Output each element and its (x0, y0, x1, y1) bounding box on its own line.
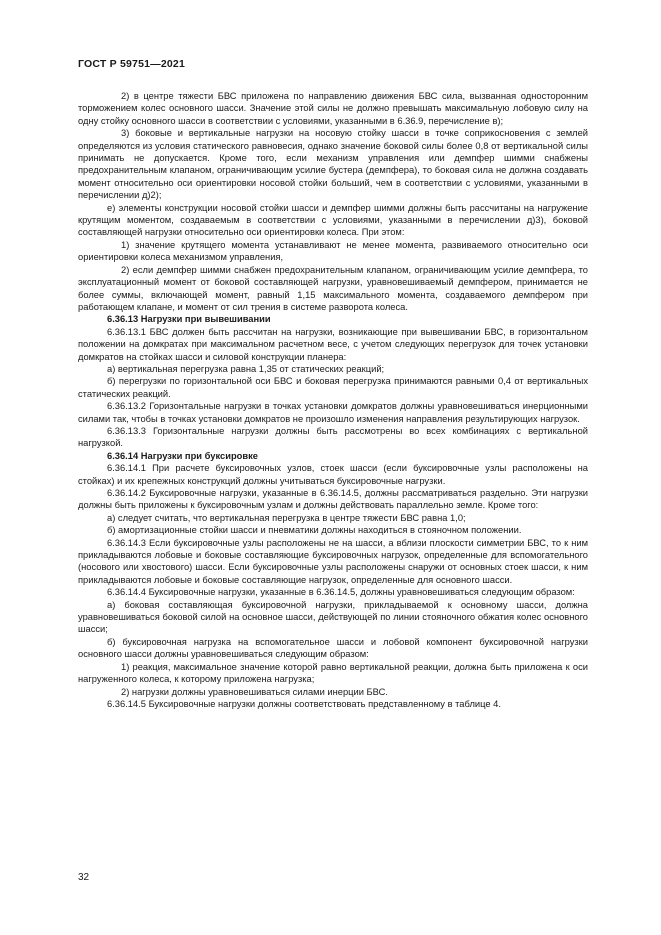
paragraph: 1) значение крутящего момента устанавливают не менее момента, развиваемого относительно оси ориентировки колеса механизмом управления, (78, 239, 588, 263)
paragraph: е) элементы конструкции носовой стойки шасси и демпфер шимми должны быть рассчитаны на нагружение крутящим моментом, создаваемым в соответствии с условиями, указанными в перечислении д)3), боковой составляющей нагрузки относительно оси ориентировки колеса. При этом: (78, 202, 588, 238)
paragraph: 6.36.14.1 При расчете буксировочных узлов, стоек шасси (если буксировочные узлы расположены на стойках) и их крепежных конструкций должны учитываться буксировочные нагрузки. (78, 463, 588, 486)
section-heading: 6.36.13 Нагрузки при вывешивании (107, 314, 271, 325)
paragraph: 6.36.14.2 Буксировочные нагрузки, указанные в 6.36.14.5, должны рассматриваться раздельно. Эти нагрузки должны быть приложены к буксировочным узлам и должны действовать параллельно земле. Кроме того: (78, 488, 588, 511)
paragraph: 6.36.13.2 Горизонтальные нагрузки в точках установки домкратов должны уравновешиваться инерционными силами так, чтобы в точках установки домкратов не произошло изменения направления результирующих нагрузок. (78, 401, 588, 424)
paragraph: б) перегрузки по горизонтальной оси БВС и боковая перегрузка принимаются равными 0,4 от вертикальных статических реакций. (78, 376, 588, 399)
paragraph: 6.36.14.5 Буксировочные нагрузки должны соответствовать представленному в таблице 4. (107, 698, 501, 709)
paragraph: б) амортизационные стойки шасси и пневматики должны находиться в стояночном положении. (107, 525, 522, 536)
paragraph: 6.36.13.1 БВС должен быть рассчитан на нагрузки, возникающие при вывешивании БВС, в горизонтальном положении на домкратах при максимальном расчетном весе, с учетом следующих перегрузок для точек установки домкратов на стойках шасси и силовой конструкции планера: (78, 326, 588, 362)
paragraph: 2) нагрузки должны уравновешиваться силами инерции БВС. (121, 686, 388, 697)
paragraph: 2) если демпфер шимми снабжен предохранительным клапаном, ограничивающим усилие демпфера, то эксплуатационный момент от боковой составляющей нагрузки, уравновешиваемый демпфером, принимается не более суммы, включающей момент, равный 1,15 максимального момента, создаваемого демпфером при работающем клапане, и момент от сил трения в системе разворота колеса. (78, 264, 588, 312)
document-body (78, 90, 588, 710)
paragraph: 3) боковые и вертикальные нагрузки на носовую стойку шасси в точке соприкосновения с землей определяются из условия статического равновесия, однако значение боковой силы более 0,8 от вертикальной силы принимать не допускается. Кроме того, если механизм управления или демпфер шимми снабжены предохранительным клапаном, ограничивающим усилие бустера (демпфера), то боковая сила не должна создавать момент относительно оси ориентировки носовой стойки больший, чем в соответствии с условиями, указанными в перечислении д)2); (78, 128, 588, 201)
document-header: ГОСТ Р 59751—2021 (78, 58, 186, 70)
paragraph: 6.36.14.3 Если буксировочные узлы расположены не на шасси, а вблизи плоскости симметрии БВС, то к ним прикладываются лобовые и боковые составляющие буксировочных нагрузок, определенные для вспомогательного (носового или хвостового) шасси. Если буксировочные узлы расположены снаружи от основных стоек шасси, к ним прикладываются лобовые и боковые составляющие нагрузок, определенные для основного шасси. (78, 537, 588, 585)
paragraph: 6.36.13.3 Горизонтальные нагрузки должны быть рассмотрены во всех комбинациях с вертикальной нагрузкой. (78, 425, 588, 449)
section-heading: 6.36.14 Нагрузки при буксировке (107, 450, 258, 461)
paragraph: а) вертикальная перегрузка равна 1,35 от статических реакций; (107, 363, 385, 374)
paragraph: 2) в центре тяжести БВС приложена по направлению движения БВС сила, вызванная односторонним торможением колес основного шасси. Значение этой силы не должно превышать максимальную лобовую силу на одну стойку основного шасси в соответствии с условиями, указанными в 6.36.9, перечисление в); (78, 91, 588, 126)
paragraph: 1) реакция, максимальное значение которой равно вертикальной реакции, должна быть приложена к оси нагруженного колеса, к которому приложена нагрузка; (78, 661, 588, 685)
paragraph: а) следует считать, что вертикальная перегрузка в центре тяжести БВС равна 1,0; (107, 512, 466, 523)
paragraph: б) буксировочная нагрузка на вспомогательное шасси и лобовой компонент буксировочной нагрузки основного шасси должны уравновешиваться следующим образом: (78, 636, 588, 660)
paragraph: 6.36.14.4 Буксировочные нагрузки, указанные в 6.36.14.5, должны уравновешиваться следующим образом: (107, 587, 575, 598)
paragraph: а) боковая составляющая буксировочной нагрузки, прикладываемой к основному шасси, должна уравновешиваться боковой силой на основное шасси, действующей по линии стояночного обжатия колес основного шасси; (78, 599, 588, 635)
page-number: 32 (78, 872, 90, 883)
